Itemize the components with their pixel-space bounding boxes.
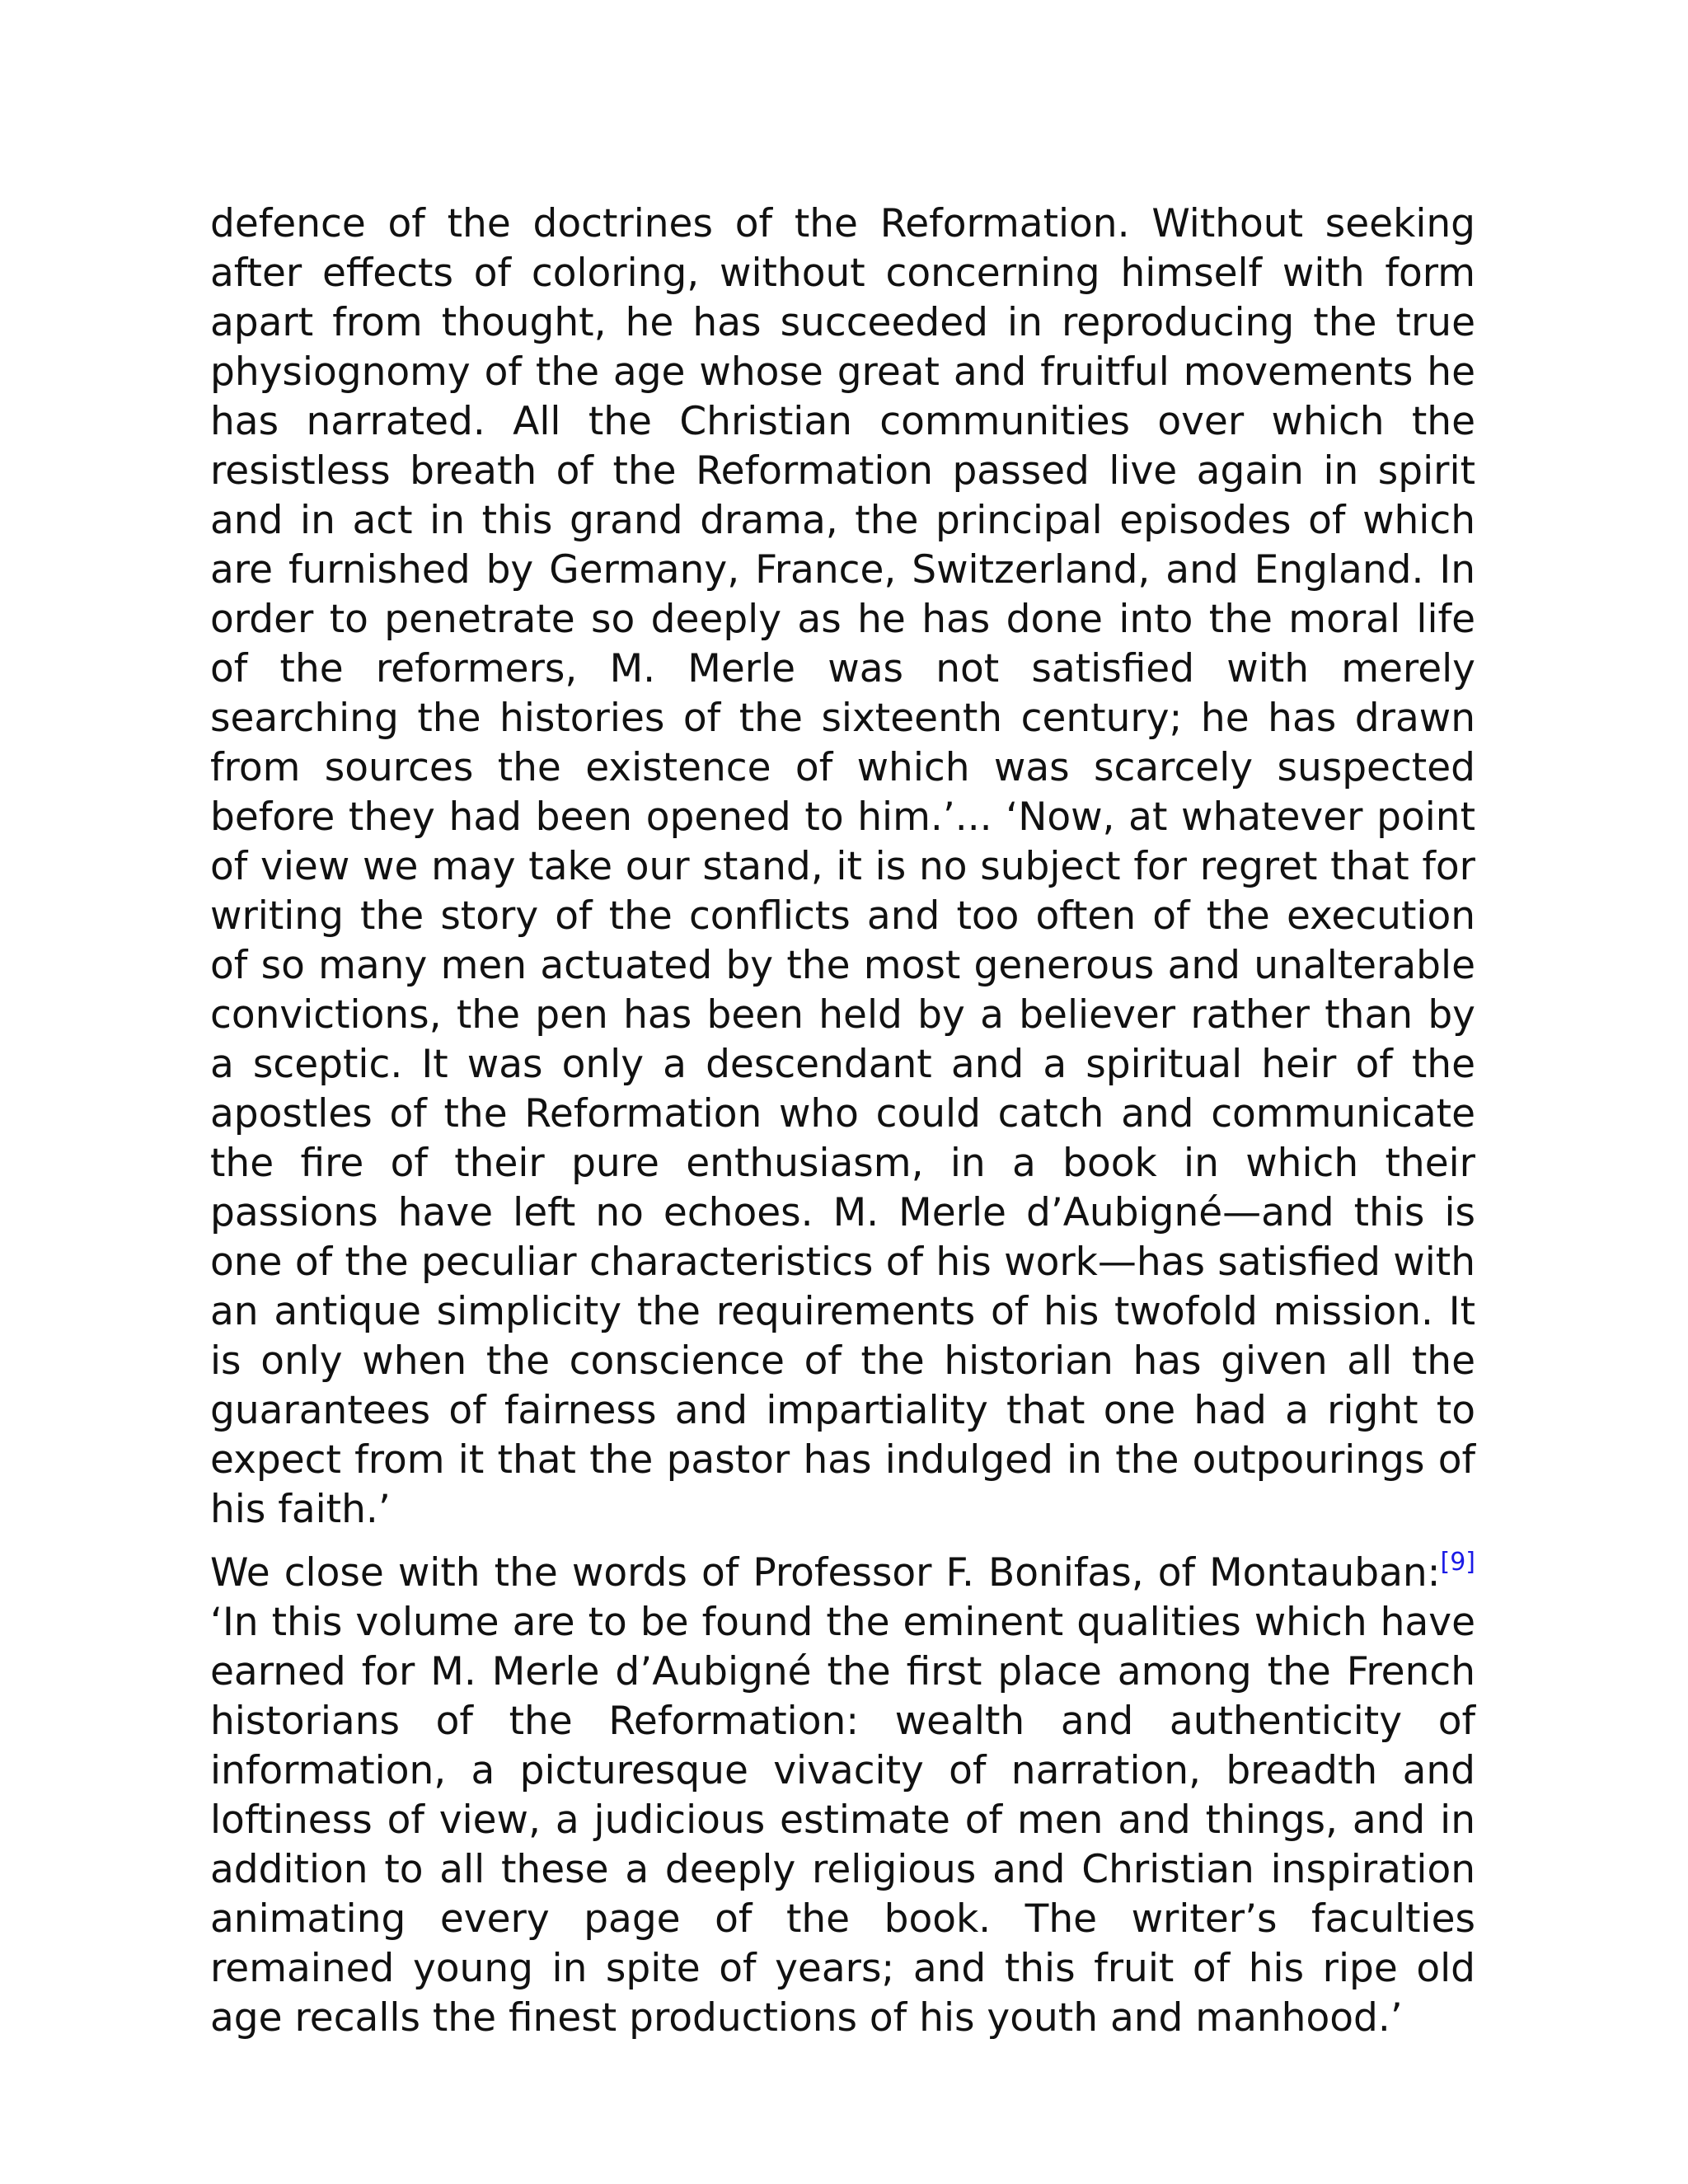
paragraph-2-text-after: ‘In this volume are to be found the eminent qualities which have earned for M. Merle d’Aubigné the first place among the French historians of the Reformation: wealth and authenticity of information, a picturesque vivacity of narration, breadth and loftiness of view, a judicious estimate of men and things, and in addition to all these a deeply religious and Christian inspiration animating every page of the book. The writer’s faculties remained young in spite of years; and this fruit of his ripe old age recalls the finest productions of his youth and manhood.’ (210, 1600, 1475, 2041)
paragraph-1: defence of the doctrines of the Reformation. Without seeking after effects of coloring, without concerning himself with form apart from thought, he has succeeded in reproducing the true physiognomy of the age whose great and fruitful movements he has narrated. All the Christian communities over which the resistless breath of the Reformation passed live again in spirit and in act in this grand drama, the principal episodes of which are furnished by Germany, France, Switzerland, and England. In order to penetrate so deeply as he has done into the moral life of the reformers, M. Merle was not satisfied with merely searching the histories of the sixteenth century; he has drawn from sources the existence of which was scarcely suspected before they had been opened to him.’... ‘Now, at whatever point of view we may take our stand, it is no subject for regret that for writing the story of the conflicts and too often of the execution of so many men actuated by the most generous and unalterable convictions, the pen has been held by a believer rather than by a sceptic. It was only a descendant and a spiritual heir of the apostles of the Reformation who could catch and communicate the fire of their pure enthusiasm, in a book in which their passions have left no echoes. M. Merle d’Aubigné—and this is one of the peculiar characteristics of his work—has satisfied with an antique simplicity the requirements of his twofold mission. It is only when the conscience of the historian has given all the guarantees of fairness and impartiality that one had a right to expect from it that the pastor has indulged in the outpourings of his faith.’ (210, 201, 1475, 1532)
footnote-link[interactable]: [9] (1440, 1548, 1475, 1577)
paragraph-2 (210, 1549, 1475, 2043)
paragraph-2-text-before: We close with the words of Professor F. Bonifas, of Montauban: (210, 1550, 1441, 1596)
document-page (210, 199, 1475, 2043)
